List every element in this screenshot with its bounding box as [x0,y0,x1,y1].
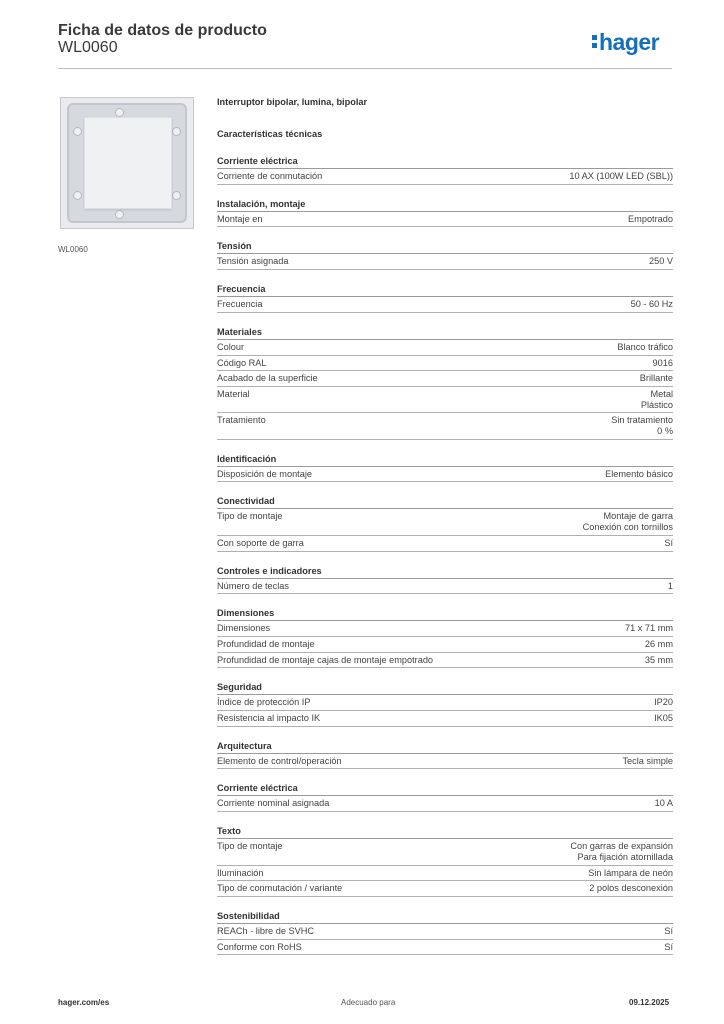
spec-values [641,389,673,410]
spec-section [217,199,673,228]
spec-value: 35 mm [644,654,673,665]
spec-values [654,697,673,708]
spec-sections [217,156,673,955]
spec-row [217,297,673,313]
spec-value: IK05 [654,713,673,724]
spec-row [217,866,673,882]
spec-value: Plástico [640,399,673,410]
spec-values [588,868,673,879]
spec-values [645,639,673,650]
spec-value: Metal [650,388,673,399]
spec-value: 250 V [648,256,673,267]
spec-section [217,327,673,440]
spec-row [217,254,673,270]
section-title: Identificación [217,453,277,464]
spec-section [217,826,673,897]
spec-values [640,373,673,384]
spec-values [668,581,673,592]
spec-section [217,608,673,668]
spec-label: Disposición de montaje [217,468,312,479]
section-title: Seguridad [217,682,262,693]
spec-values [622,756,673,767]
spec-value: 0 % [657,426,673,437]
spec-section [217,911,673,955]
spec-row [217,637,673,653]
spec-values [654,713,673,724]
spec-label: Índice de protección IP [217,697,311,708]
spec-label: Tratamiento [217,415,266,426]
section-title: Materiales [217,326,262,337]
section-title: Corriente eléctrica [217,783,298,794]
section-title: Arquitectura [217,740,272,751]
image-caption: WL0060 [58,245,88,254]
spec-label: Número de teclas [217,580,290,591]
footer-website: hager.com/es [58,998,110,1007]
spec-value: 26 mm [644,638,673,649]
spec-value: Sí [664,925,673,936]
spec-section [217,682,673,726]
footer-note: Adecuado para [341,998,396,1007]
spec-value: Blanco tráfico [617,341,673,352]
product-code: WL0060 [58,39,118,56]
spec-values [631,299,673,310]
specs-heading: Características técnicas [217,129,323,139]
hager-logo [592,29,659,56]
spec-row [217,387,673,413]
logo-dots-icon [592,35,598,49]
spec-value: Sí [664,941,673,952]
spec-values [569,171,673,182]
spec-section [217,454,673,483]
section-title: Conectividad [217,496,275,507]
spec-label: Resistencia al impacto IK [217,713,321,724]
spec-value: Sí [664,537,673,548]
spec-label: Tensión asignada [217,256,289,267]
spec-sheet [217,97,673,955]
spec-row [217,371,673,387]
spec-label: Dimensiones [217,623,271,634]
spec-row [217,536,673,552]
spec-values [583,511,673,532]
spec-row [217,621,673,637]
spec-values [664,942,673,953]
spec-row [217,509,673,535]
spec-value: 71 x 71 mm [625,623,673,634]
spec-row [217,653,673,669]
spec-label: Elemento de control/operación [217,755,342,766]
spec-value: 10 AX (100W LED (SBL)) [569,171,673,181]
product-image [60,97,194,229]
spec-row [217,711,673,727]
spec-value: 10 A [654,798,673,809]
spec-value: 50 - 60 Hz [630,299,673,310]
spec-values [664,926,673,937]
spec-row [217,695,673,711]
spec-value: Sin lámpara de neón [588,867,673,878]
spec-value: Sin tratamiento [611,415,673,426]
spec-values [653,358,673,369]
section-title: Instalación, montaje [217,198,306,209]
section-title: Texto [217,826,241,837]
spec-value: Para fijación atornillada [577,851,673,862]
spec-values [589,883,673,894]
spec-value: Elemento básico [605,468,673,479]
section-title: Dimensiones [217,608,275,619]
spec-values [649,256,673,267]
spec-row [217,356,673,372]
spec-section [217,783,673,812]
spec-value: 1 [667,580,673,591]
section-title: Sostenibilidad [217,910,280,921]
spec-row [217,754,673,770]
section-title: Controles e indicadores [217,565,322,576]
spec-values [625,623,673,634]
spec-row [217,413,673,439]
spec-label: Frecuencia [217,299,263,310]
spec-row [217,169,673,185]
spec-section [217,566,673,595]
spec-label: Tipo de montaje [217,511,283,522]
spec-value: Tecla simple [622,755,673,766]
spec-label: Profundidad de montaje cajas de montaje empotrado [217,654,434,665]
header-divider [58,68,672,69]
spec-row [217,467,673,483]
spec-row [217,940,673,956]
spec-value: Montaje de garra [603,511,673,522]
spec-label: Material [217,388,250,399]
spec-label: Tipo de conmutación / variante [217,883,343,894]
spec-values [655,798,673,809]
spec-values [645,655,673,666]
spec-label: REACh - libre de SVHC [217,925,315,936]
spec-value: Con garras de expansión [570,841,673,852]
spec-label: Iluminación [217,867,264,878]
spec-section [217,241,673,270]
logo-text: hager [599,29,660,55]
spec-row [217,881,673,897]
section-title: Frecuencia [217,284,266,295]
spec-values [628,214,673,225]
switch-key-icon [84,117,172,209]
spec-row [217,579,673,595]
spec-label: Colour [217,341,245,352]
spec-row [217,212,673,228]
spec-values [611,415,673,436]
spec-row [217,924,673,940]
spec-value: 9016 [652,357,673,368]
spec-value: Conexión con tornillos [582,522,673,533]
spec-values [570,841,673,862]
spec-value: 2 polos desconexión [589,883,673,894]
spec-row [217,340,673,356]
spec-values [605,469,673,480]
spec-row [217,796,673,812]
spec-label: Tipo de montaje [217,841,283,852]
spec-label: Con soporte de garra [217,537,304,548]
spec-value: Empotrado [628,213,673,224]
spec-section [217,496,673,551]
spec-label: Acabado de la superficie [217,373,318,384]
section-title: Tensión [217,241,252,252]
spec-values [664,538,673,549]
header-title: Ficha de datos de producto [58,22,267,39]
spec-section [217,284,673,313]
spec-row [217,839,673,865]
spec-values [617,342,673,353]
footer-date: 09.12.2025 [629,998,670,1007]
spec-value: IP20 [654,697,673,708]
product-name: Interruptor bipolar, lumina, bipolar [217,97,368,107]
spec-label: Código RAL [217,357,267,368]
spec-section [217,741,673,770]
spec-label: Montaje en [217,213,263,224]
spec-label: Corriente de conmutación [217,171,323,181]
section-title: Corriente eléctrica [217,156,298,166]
spec-label: Conforme con RoHS [217,941,302,952]
spec-label: Corriente nominal asignada [217,798,330,809]
spec-section [217,156,673,185]
spec-value: Brillante [639,373,673,384]
spec-label: Profundidad de montaje [217,638,315,649]
